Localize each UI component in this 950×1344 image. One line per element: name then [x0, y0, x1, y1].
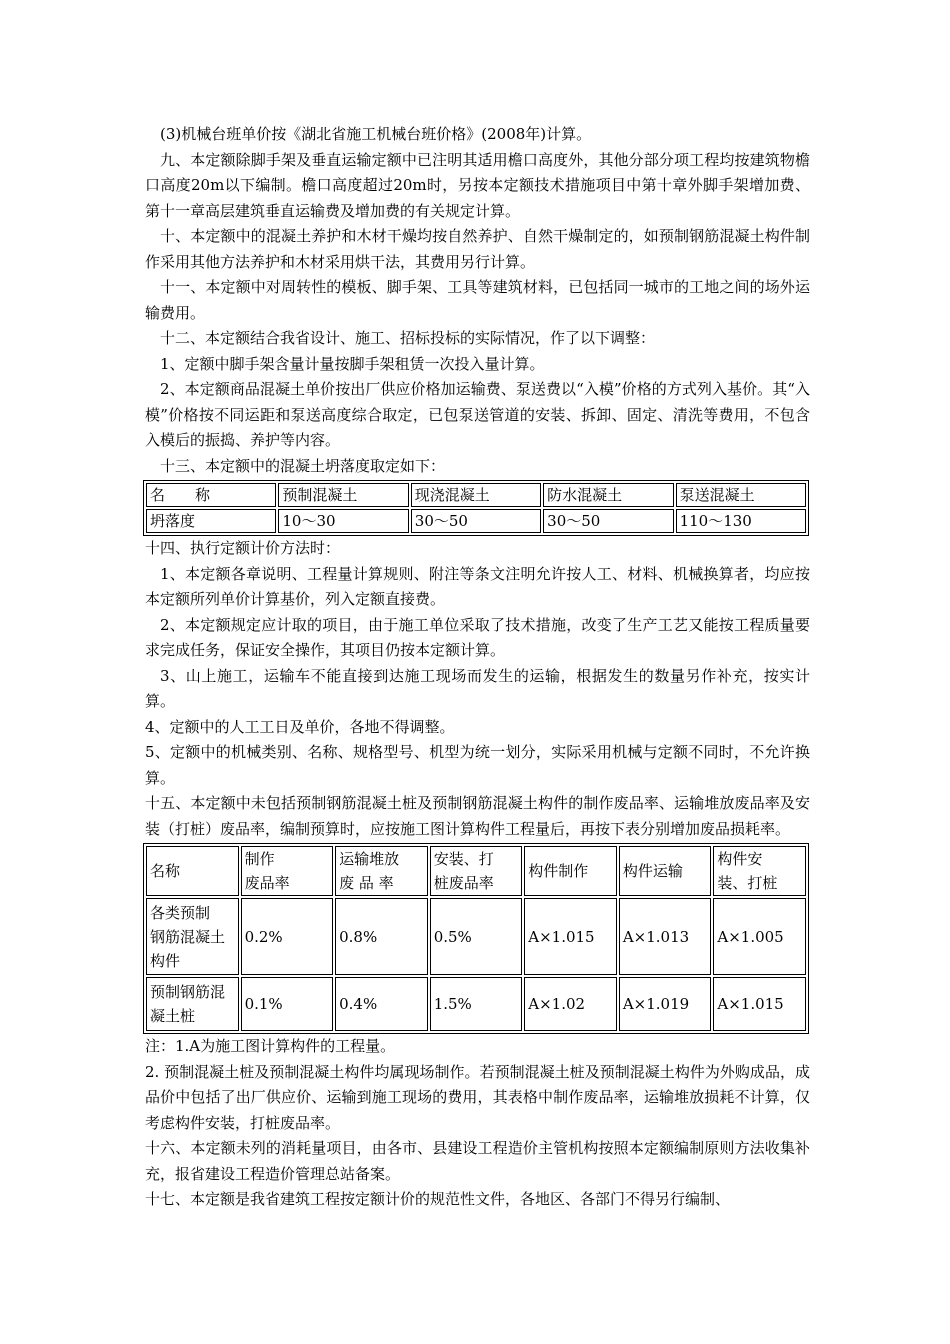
table-cell: 安装、打 桩废品率 — [430, 846, 523, 896]
table-cell: 0.1% — [241, 977, 334, 1031]
slump-table-row — [146, 509, 806, 533]
table-cell: 1.5% — [430, 977, 523, 1031]
table-cell: 现浇混凝土 — [411, 483, 541, 507]
table-cell: 构件安 装、打桩 — [713, 846, 806, 896]
table-cell: 运输堆放 废 品 率 — [335, 846, 428, 896]
table-cell: A×1.015 — [713, 977, 806, 1031]
table-cell: 泵送混凝土 — [676, 483, 806, 507]
note-two: 2. 预制混凝土桩及预制混凝土构件均属现场制作。若预制混凝土桩及预制混凝土构件为外购成品，成品价中包括了出厂供应价、运输到施工现场的费用，其表格中制作废品率，运输堆放损耗不计算，仅考虑构件安装，打桩废品率。 — [145, 1062, 810, 1132]
table-cell: 坍落度 — [146, 509, 276, 533]
paragraph-fourteen-item-5: 5、定额中的机械类别、名称、规格型号、机型为统一划分，实际采用机械与定额不同时，不允许换算。 — [145, 743, 810, 787]
waste-rate-table — [143, 843, 809, 1034]
table-cell: 各类预制 钢筋混凝土 构件 — [146, 898, 239, 975]
table-cell: 名 称 — [146, 483, 276, 507]
paragraph-fourteen-item-1: 1、本定额各章说明、工程量计算规则、附注等条文注明允许按人工、材料、机械换算者，均应按本定额所列单价计算基价，列入定额直接费。 — [145, 564, 810, 608]
paragraph-sixteen: 十六、本定额未列的消耗量项目，由各市、县建设工程造价主管机构按照本定额编制原则方法收集补充，报省建设工程造价管理总站备案。 — [145, 1139, 810, 1183]
paragraph-fourteen-item-2: 2、本定额规定应计取的项目，由于施工单位采取了技术措施，改变了生产工艺又能按工程质量要求完成任务，保证安全操作，其项目仍按本定额计算。 — [145, 615, 810, 659]
document-page — [145, 122, 810, 1213]
table-cell: 制作 废品率 — [241, 846, 334, 896]
paragraph-fourteen: 十四、执行定额计价方法时： — [145, 539, 341, 557]
paragraph-twelve: 十二、本定额结合我省设计、施工、招标投标的实际情况，作了以下调整： — [160, 329, 656, 347]
paragraph-fourteen-item-4: 4、定额中的人工工日及单价，各地不得调整。 — [145, 717, 455, 736]
table-cell: 预制钢筋混 凝土桩 — [146, 977, 239, 1031]
table-cell: 预制混凝土 — [278, 483, 408, 507]
table-cell: 30～50 — [411, 509, 541, 533]
table-cell: 0.2% — [241, 898, 334, 975]
slump-table — [143, 480, 809, 536]
table-cell: 10～30 — [278, 509, 408, 533]
table-cell: A×1.013 — [619, 898, 712, 975]
note-one: 注：1.A为施工图计算构件的工程量。 — [145, 1037, 396, 1055]
table-cell: 名称 — [146, 846, 239, 896]
table-cell: A×1.015 — [524, 898, 617, 975]
paragraph-twelve-item-2: 2、本定额商品混凝土单价按出厂供应价格加运输费、泵送费以“入模”价格的方式列入基价。其“入模”价格按不同运距和泵送高度综合取定，已包泵送管道的安装、拆卸、固定、清洗等费用，不包含入模后的振捣、养护等内容。 — [145, 380, 810, 449]
table-cell: 0.5% — [430, 898, 523, 975]
paragraph-fourteen-item-3: 3、山上施工，运输车不能直接到达施工现场而发生的运输，根据发生的数量另作补充，按实计算。 — [145, 666, 810, 710]
table-cell: 0.4% — [335, 977, 428, 1031]
slump-table-header-row — [146, 483, 806, 507]
paragraph-twelve-item-1: 1、定额中脚手架含量计量按脚手架租赁一次投入量计算。 — [160, 354, 545, 373]
table-cell: A×1.02 — [524, 977, 617, 1031]
paragraph-thirteen: 十三、本定额中的混凝土坍落度取定如下： — [160, 456, 446, 475]
table-cell: 防水混凝土 — [543, 483, 673, 507]
paragraph-eleven: 十一、本定额中对周转性的模板、脚手架、工具等建筑材料，已包括同一城市的工地之间的场外运输费用。 — [145, 278, 810, 322]
table-cell: A×1.005 — [713, 898, 806, 975]
paragraph-fifteen: 十五、本定额中未包括预制钢筋混凝土桩及预制钢筋混凝土构件的制作废品率、运输堆放废品率及安装（打桩）废品率，编制预算时，应按施工图计算构件工程量后，再按下表分别增加废品损耗率。 — [145, 794, 810, 838]
waste-table-row — [146, 898, 806, 975]
waste-table-header-row — [146, 846, 806, 896]
table-cell: A×1.019 — [619, 977, 712, 1031]
table-cell: 构件运输 — [619, 846, 712, 896]
paragraph-machine-price: (3)机械台班单价按《湖北省施工机械台班价格》(2008年)计算。 — [160, 125, 592, 143]
paragraph-nine: 九、本定额除脚手架及垂直运输定额中已注明其适用檐口高度外，其他分部分项工程均按建筑物檐口高度20m以下编制。檐口高度超过20m时，另按本定额技术措施项目中第十章外脚手架增加费、第十一章高层建筑垂直运输费及增加费的有关规定计算。 — [145, 150, 810, 220]
paragraph-seventeen: 十七、本定额是我省建筑工程按定额计价的规范性文件，各地区、各部门不得另行编制、 — [145, 1190, 731, 1208]
paragraph-ten: 十、本定额中的混凝土养护和木材干燥均按自然养护、自然干燥制定的，如预制钢筋混凝土构件制作采用其他方法养护和木材采用烘干法，其费用另行计算。 — [145, 227, 810, 271]
waste-table-row — [146, 977, 806, 1031]
table-cell: 110～130 — [676, 509, 806, 533]
table-cell: 0.8% — [335, 898, 428, 975]
table-cell: 构件制作 — [524, 846, 617, 896]
table-cell: 30～50 — [543, 509, 673, 533]
